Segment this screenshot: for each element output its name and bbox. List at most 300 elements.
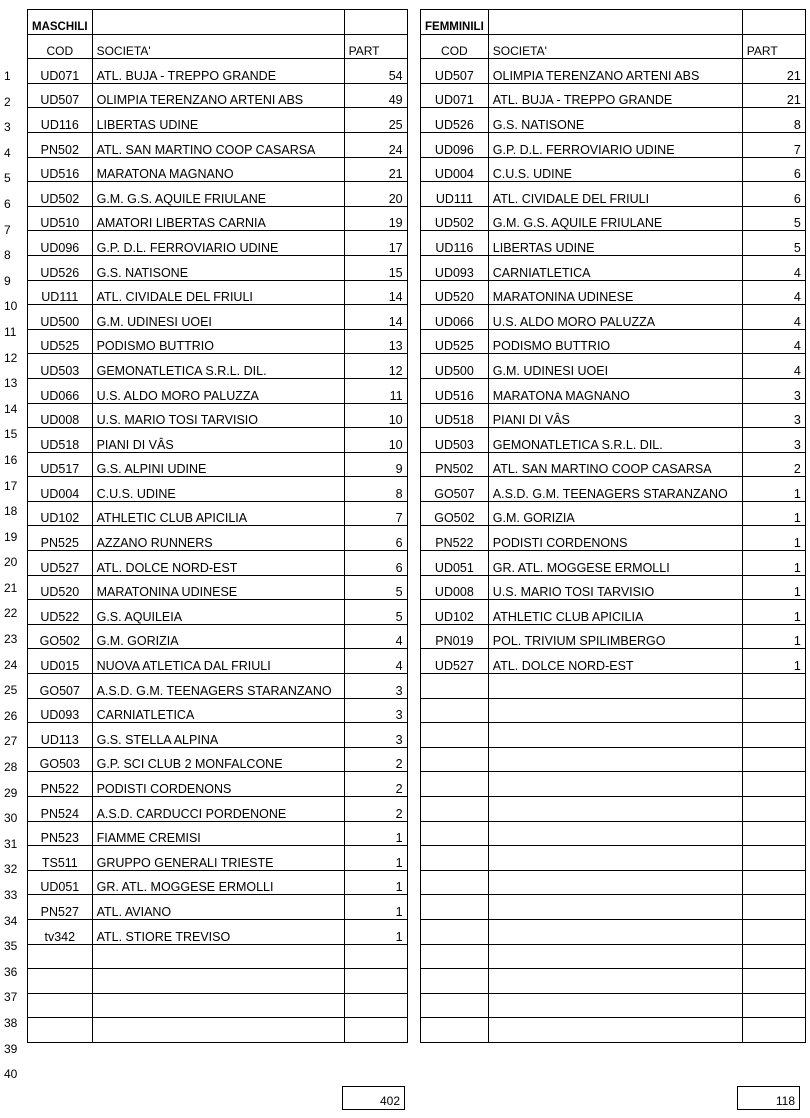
table-row bbox=[421, 969, 806, 994]
table-row bbox=[421, 329, 806, 354]
row-number: 2 bbox=[4, 94, 11, 109]
row-number: 8 bbox=[4, 248, 11, 263]
cell-part: 5 bbox=[344, 600, 407, 625]
table-row bbox=[28, 993, 408, 1018]
table-row bbox=[421, 747, 806, 772]
table-row bbox=[28, 354, 408, 379]
table-row bbox=[28, 821, 408, 846]
cell-societa bbox=[92, 1018, 344, 1043]
table-row bbox=[421, 354, 806, 379]
cell-cod bbox=[421, 944, 489, 969]
cell-part: 4 bbox=[344, 649, 407, 674]
cell-societa: LIBERTAS UDINE bbox=[488, 231, 742, 256]
table-row bbox=[28, 895, 408, 920]
table-row bbox=[28, 378, 408, 403]
table-row bbox=[28, 870, 408, 895]
cell-cod bbox=[421, 993, 489, 1018]
cell-part: 3 bbox=[742, 428, 805, 453]
row-number: 24 bbox=[4, 657, 18, 672]
cell-societa: ATL. SAN MARTINO COOP CASARSA bbox=[488, 452, 742, 477]
cell-societa: GEMONATLETICA S.R.L. DIL. bbox=[92, 354, 344, 379]
cell-cod: UD102 bbox=[421, 600, 489, 625]
cell-part: 4 bbox=[742, 255, 805, 280]
cell-cod: UD503 bbox=[28, 354, 93, 379]
table-row bbox=[421, 919, 806, 944]
cell-societa bbox=[92, 969, 344, 994]
cell-societa: MARATONA MAGNANO bbox=[488, 378, 742, 403]
cell-cod bbox=[421, 919, 489, 944]
cell-cod: UD526 bbox=[421, 108, 489, 133]
cell-part: 17 bbox=[344, 231, 407, 256]
cell-part: 21 bbox=[742, 59, 805, 84]
cell-part: 24 bbox=[344, 132, 407, 157]
row-number: 15 bbox=[4, 427, 18, 442]
col-header-societa: SOCIETA' bbox=[488, 34, 742, 59]
cell-part: 19 bbox=[344, 206, 407, 231]
table-row bbox=[421, 698, 806, 723]
table-row bbox=[28, 919, 408, 944]
cell-cod: UD516 bbox=[28, 157, 93, 182]
table-row bbox=[421, 526, 806, 551]
table-row bbox=[421, 501, 806, 526]
cell-societa bbox=[92, 944, 344, 969]
cell-societa bbox=[488, 993, 742, 1018]
cell-societa: ATHLETIC CLUB APICILIA bbox=[92, 501, 344, 526]
cell-part: 1 bbox=[742, 575, 805, 600]
cell-part: 4 bbox=[344, 624, 407, 649]
cell-cod: UD500 bbox=[421, 354, 489, 379]
table-row bbox=[28, 649, 408, 674]
row-number: 39 bbox=[4, 1041, 18, 1056]
cell-cod bbox=[421, 1018, 489, 1043]
cell-cod: GO507 bbox=[421, 477, 489, 502]
cell-societa: OLIMPIA TERENZANO ARTENI ABS bbox=[92, 83, 344, 108]
row-number: 23 bbox=[4, 632, 18, 647]
cell-societa: MARATONA MAGNANO bbox=[92, 157, 344, 182]
cell-part: 4 bbox=[742, 305, 805, 330]
cell-cod: UD503 bbox=[421, 428, 489, 453]
row-number: 20 bbox=[4, 555, 18, 570]
table-row bbox=[421, 157, 806, 182]
cell-part: 5 bbox=[742, 206, 805, 231]
cell-cod: UD116 bbox=[28, 108, 93, 133]
row-number: 29 bbox=[4, 785, 18, 800]
cell-cod: GO503 bbox=[28, 747, 93, 772]
table-row bbox=[28, 526, 408, 551]
row-number: 31 bbox=[4, 836, 18, 851]
cell-cod bbox=[421, 797, 489, 822]
cell-societa: ATL. SAN MARTINO COOP CASARSA bbox=[92, 132, 344, 157]
cell-societa: U.S. ALDO MORO PALUZZA bbox=[488, 305, 742, 330]
table-row bbox=[28, 182, 408, 207]
cell-societa: ATL. DOLCE NORD-EST bbox=[488, 649, 742, 674]
table-row bbox=[28, 132, 408, 157]
cell-part: 7 bbox=[344, 501, 407, 526]
table-row bbox=[28, 674, 408, 699]
row-number: 21 bbox=[4, 580, 18, 595]
table-row bbox=[421, 821, 806, 846]
table-row bbox=[28, 772, 408, 797]
cell-cod: tv342 bbox=[28, 919, 93, 944]
cell-societa: NUOVA ATLETICA DAL FRIULI bbox=[92, 649, 344, 674]
row-number: 1 bbox=[4, 69, 11, 83]
row-number: 16 bbox=[4, 452, 18, 467]
cell-part bbox=[742, 674, 805, 699]
cell-part: 15 bbox=[344, 255, 407, 280]
cell-cod: UD517 bbox=[28, 452, 93, 477]
cell-cod: UD525 bbox=[421, 329, 489, 354]
cell-cod: GO502 bbox=[28, 624, 93, 649]
table-row bbox=[28, 600, 408, 625]
cell-part: 2 bbox=[344, 772, 407, 797]
table-row bbox=[421, 797, 806, 822]
cell-part bbox=[344, 1018, 407, 1043]
cell-societa bbox=[488, 895, 742, 920]
cell-societa: GR. ATL. MOGGESE ERMOLLI bbox=[488, 551, 742, 576]
cell-societa bbox=[488, 747, 742, 772]
femminili-title: FEMMINILI bbox=[421, 10, 489, 35]
maschili-total: 402 bbox=[342, 1086, 405, 1110]
cell-societa: PODISMO BUTTRIO bbox=[488, 329, 742, 354]
table-row bbox=[421, 206, 806, 231]
table-row bbox=[421, 870, 806, 895]
table-row bbox=[28, 797, 408, 822]
cell-cod: UD066 bbox=[421, 305, 489, 330]
cell-part: 20 bbox=[344, 182, 407, 207]
table-row bbox=[28, 329, 408, 354]
row-number: 33 bbox=[4, 888, 18, 902]
femminili-table bbox=[420, 9, 806, 1043]
table-row bbox=[28, 231, 408, 256]
cell-societa: PODISMO BUTTRIO bbox=[92, 329, 344, 354]
table-row bbox=[28, 255, 408, 280]
cell-societa: G.M. G.S. AQUILE FRIULANE bbox=[92, 182, 344, 207]
cell-cod: UD520 bbox=[421, 280, 489, 305]
cell-part bbox=[344, 969, 407, 994]
cell-cod bbox=[28, 1018, 93, 1043]
cell-part: 1 bbox=[742, 526, 805, 551]
col-header-cod: COD bbox=[28, 34, 93, 59]
cell-cod: UD066 bbox=[28, 378, 93, 403]
row-number: 13 bbox=[4, 376, 18, 391]
cell-part: 10 bbox=[344, 428, 407, 453]
row-number: 5 bbox=[4, 171, 11, 186]
table-row bbox=[28, 969, 408, 994]
row-number: 25 bbox=[4, 683, 18, 698]
table-row bbox=[421, 182, 806, 207]
cell-part: 3 bbox=[344, 698, 407, 723]
table-row bbox=[28, 157, 408, 182]
cell-cod: TS511 bbox=[28, 846, 93, 871]
cell-societa: AMATORI LIBERTAS CARNIA bbox=[92, 206, 344, 231]
cell-cod: PN527 bbox=[28, 895, 93, 920]
row-number: 36 bbox=[4, 964, 18, 979]
cell-cod: GO502 bbox=[421, 501, 489, 526]
cell-cod: UD096 bbox=[28, 231, 93, 256]
cell-part: 1 bbox=[742, 501, 805, 526]
cell-part: 5 bbox=[742, 231, 805, 256]
cell-societa: G.S. ALPINI UDINE bbox=[92, 452, 344, 477]
table-row bbox=[28, 575, 408, 600]
cell-part: 1 bbox=[742, 649, 805, 674]
cell-cod: UD520 bbox=[28, 575, 93, 600]
cell-societa: OLIMPIA TERENZANO ARTENI ABS bbox=[488, 59, 742, 84]
cell-part bbox=[742, 895, 805, 920]
cell-part: 21 bbox=[344, 157, 407, 182]
cell-cod: UD051 bbox=[421, 551, 489, 576]
cell-cod: UD008 bbox=[421, 575, 489, 600]
cell-part: 9 bbox=[344, 452, 407, 477]
cell-part: 1 bbox=[344, 895, 407, 920]
row-number: 27 bbox=[4, 734, 18, 749]
cell-part bbox=[742, 1018, 805, 1043]
row-number: 30 bbox=[4, 811, 18, 826]
row-number: 26 bbox=[4, 708, 18, 723]
cell-societa: G.M. UDINESI UOEI bbox=[92, 305, 344, 330]
cell-societa: ATL. CIVIDALE DEL FRIULI bbox=[488, 182, 742, 207]
cell-cod bbox=[421, 895, 489, 920]
maschili-table bbox=[27, 9, 408, 1043]
cell-societa bbox=[488, 846, 742, 871]
cell-societa bbox=[488, 772, 742, 797]
row-number-column bbox=[0, 64, 26, 1088]
table-row bbox=[28, 551, 408, 576]
cell-cod: UD525 bbox=[28, 329, 93, 354]
table-row bbox=[421, 1018, 806, 1043]
table-row bbox=[421, 428, 806, 453]
cell-societa: CARNIATLETICA bbox=[92, 698, 344, 723]
cell-societa: G.M. GORIZIA bbox=[488, 501, 742, 526]
cell-part: 4 bbox=[742, 329, 805, 354]
cell-cod: UD004 bbox=[421, 157, 489, 182]
cell-societa: AZZANO RUNNERS bbox=[92, 526, 344, 551]
cell-cod: UD510 bbox=[28, 206, 93, 231]
cell-societa: G.S. STELLA ALPINA bbox=[92, 723, 344, 748]
cell-societa: G.M. GORIZIA bbox=[92, 624, 344, 649]
maschili-title-row bbox=[28, 10, 408, 35]
cell-societa: ATL. STIORE TREVISO bbox=[92, 919, 344, 944]
table-row bbox=[421, 649, 806, 674]
cell-societa: U.S. MARIO TOSI TARVISIO bbox=[92, 403, 344, 428]
cell-societa: ATL. BUJA - TREPPO GRANDE bbox=[92, 59, 344, 84]
row-number: 18 bbox=[4, 504, 18, 519]
table-row bbox=[421, 280, 806, 305]
cell-cod: UD096 bbox=[421, 132, 489, 157]
cell-societa: G.S. NATISONE bbox=[92, 255, 344, 280]
femminili-header-row bbox=[421, 34, 806, 59]
cell-part: 1 bbox=[742, 624, 805, 649]
cell-societa: G.M. G.S. AQUILE FRIULANE bbox=[488, 206, 742, 231]
cell-cod: UD015 bbox=[28, 649, 93, 674]
cell-societa: MARATONINA UDINESE bbox=[488, 280, 742, 305]
table-row bbox=[28, 206, 408, 231]
cell-cod bbox=[421, 747, 489, 772]
row-number: 4 bbox=[4, 145, 11, 160]
cell-societa: ATL. BUJA - TREPPO GRANDE bbox=[488, 83, 742, 108]
table-row bbox=[28, 452, 408, 477]
table-row bbox=[28, 280, 408, 305]
cell-societa: PODISTI CORDENONS bbox=[488, 526, 742, 551]
table-row bbox=[28, 624, 408, 649]
cell-cod: UD102 bbox=[28, 501, 93, 526]
table-row bbox=[421, 108, 806, 133]
cell-cod: GO507 bbox=[28, 674, 93, 699]
cell-societa bbox=[488, 944, 742, 969]
table-row bbox=[28, 59, 408, 84]
row-number: 40 bbox=[4, 1067, 18, 1082]
cell-cod: UD113 bbox=[28, 723, 93, 748]
cell-part: 1 bbox=[742, 551, 805, 576]
table-row bbox=[421, 255, 806, 280]
table-row bbox=[421, 895, 806, 920]
table-row bbox=[421, 452, 806, 477]
femminili-total: 118 bbox=[737, 1086, 800, 1110]
cell-cod: UD518 bbox=[421, 403, 489, 428]
cell-cod: UD500 bbox=[28, 305, 93, 330]
cell-part: 8 bbox=[344, 477, 407, 502]
maschili-title: MASCHILI bbox=[28, 10, 93, 35]
cell-part bbox=[742, 846, 805, 871]
cell-part: 11 bbox=[344, 378, 407, 403]
cell-part: 6 bbox=[344, 551, 407, 576]
cell-part: 4 bbox=[742, 280, 805, 305]
table-row bbox=[421, 723, 806, 748]
cell-societa bbox=[488, 723, 742, 748]
cell-cod: UD507 bbox=[28, 83, 93, 108]
table-row bbox=[421, 674, 806, 699]
cell-part: 1 bbox=[344, 919, 407, 944]
cell-societa: PIANI DI VÂS bbox=[488, 403, 742, 428]
row-number: 9 bbox=[4, 273, 11, 288]
cell-societa bbox=[488, 919, 742, 944]
cell-cod bbox=[421, 674, 489, 699]
cell-societa bbox=[488, 969, 742, 994]
cell-part: 3 bbox=[742, 378, 805, 403]
table-row bbox=[421, 231, 806, 256]
cell-societa: G.P. D.L. FERROVIARIO UDINE bbox=[92, 231, 344, 256]
table-row bbox=[28, 501, 408, 526]
row-number: 11 bbox=[4, 324, 17, 339]
cell-societa: ATHLETIC CLUB APICILIA bbox=[488, 600, 742, 625]
table-row bbox=[421, 403, 806, 428]
col-header-cod: COD bbox=[421, 34, 489, 59]
cell-part: 3 bbox=[742, 403, 805, 428]
cell-part: 8 bbox=[742, 108, 805, 133]
cell-cod: UD516 bbox=[421, 378, 489, 403]
table-row bbox=[28, 747, 408, 772]
cell-part: 13 bbox=[344, 329, 407, 354]
cell-part: 1 bbox=[344, 870, 407, 895]
cell-part: 6 bbox=[742, 157, 805, 182]
cell-cod: PN524 bbox=[28, 797, 93, 822]
cell-part: 1 bbox=[742, 600, 805, 625]
table-row bbox=[421, 59, 806, 84]
cell-cod: UD522 bbox=[28, 600, 93, 625]
cell-part: 6 bbox=[344, 526, 407, 551]
cell-part: 1 bbox=[742, 477, 805, 502]
cell-part: 2 bbox=[344, 797, 407, 822]
cell-societa: A.S.D. G.M. TEENAGERS STARANZANO bbox=[92, 674, 344, 699]
cell-cod: UD527 bbox=[421, 649, 489, 674]
cell-part: 2 bbox=[344, 747, 407, 772]
cell-cod: UD111 bbox=[28, 280, 93, 305]
table-row bbox=[421, 305, 806, 330]
cell-societa bbox=[488, 674, 742, 699]
cell-cod: PN523 bbox=[28, 821, 93, 846]
table-row bbox=[421, 772, 806, 797]
table-row bbox=[28, 108, 408, 133]
row-number: 3 bbox=[4, 120, 11, 135]
cell-cod: PN522 bbox=[421, 526, 489, 551]
cell-societa: GRUPPO GENERALI TRIESTE bbox=[92, 846, 344, 871]
cell-cod bbox=[421, 772, 489, 797]
cell-part: 1 bbox=[344, 846, 407, 871]
cell-part: 7 bbox=[742, 132, 805, 157]
row-number: 32 bbox=[4, 862, 18, 877]
cell-cod: UD507 bbox=[421, 59, 489, 84]
cell-societa: CARNIATLETICA bbox=[488, 255, 742, 280]
cell-societa bbox=[488, 698, 742, 723]
cell-societa: G.S. NATISONE bbox=[488, 108, 742, 133]
cell-part bbox=[742, 772, 805, 797]
cell-part: 49 bbox=[344, 83, 407, 108]
cell-cod: UD116 bbox=[421, 231, 489, 256]
row-number: 12 bbox=[4, 350, 18, 365]
cell-part: 12 bbox=[344, 354, 407, 379]
cell-cod bbox=[28, 944, 93, 969]
table-row bbox=[28, 477, 408, 502]
cell-part bbox=[742, 944, 805, 969]
cell-part: 4 bbox=[742, 354, 805, 379]
table-row bbox=[28, 1018, 408, 1043]
cell-cod bbox=[421, 723, 489, 748]
cell-part: 1 bbox=[344, 821, 407, 846]
cell-cod: UD526 bbox=[28, 255, 93, 280]
cell-societa: U.S. MARIO TOSI TARVISIO bbox=[488, 575, 742, 600]
table-row bbox=[421, 575, 806, 600]
cell-part: 5 bbox=[344, 575, 407, 600]
cell-societa bbox=[488, 821, 742, 846]
cell-part bbox=[742, 797, 805, 822]
cell-cod bbox=[421, 698, 489, 723]
cell-part: 3 bbox=[344, 723, 407, 748]
cell-societa: C.U.S. UDINE bbox=[92, 477, 344, 502]
row-number: 17 bbox=[4, 478, 18, 493]
cell-cod: UD008 bbox=[28, 403, 93, 428]
cell-part bbox=[742, 870, 805, 895]
table-row bbox=[421, 551, 806, 576]
cell-societa: A.S.D. CARDUCCI PORDENONE bbox=[92, 797, 344, 822]
cell-societa bbox=[488, 870, 742, 895]
cell-societa: ATL. CIVIDALE DEL FRIULI bbox=[92, 280, 344, 305]
cell-societa: POL. TRIVIUM SPILIMBERGO bbox=[488, 624, 742, 649]
cell-part: 2 bbox=[742, 452, 805, 477]
cell-cod: UD004 bbox=[28, 477, 93, 502]
cell-cod bbox=[421, 846, 489, 871]
cell-societa: ATL. DOLCE NORD-EST bbox=[92, 551, 344, 576]
cell-part bbox=[742, 747, 805, 772]
table-row bbox=[421, 993, 806, 1018]
cell-societa: PIANI DI VÂS bbox=[92, 428, 344, 453]
cell-societa: PODISTI CORDENONS bbox=[92, 772, 344, 797]
cell-societa: G.P. D.L. FERROVIARIO UDINE bbox=[488, 132, 742, 157]
cell-cod bbox=[28, 993, 93, 1018]
cell-cod: UD527 bbox=[28, 551, 93, 576]
row-number: 7 bbox=[4, 222, 11, 237]
cell-societa: GR. ATL. MOGGESE ERMOLLI bbox=[92, 870, 344, 895]
cell-societa: C.U.S. UDINE bbox=[488, 157, 742, 182]
cell-societa: FIAMME CREMISI bbox=[92, 821, 344, 846]
